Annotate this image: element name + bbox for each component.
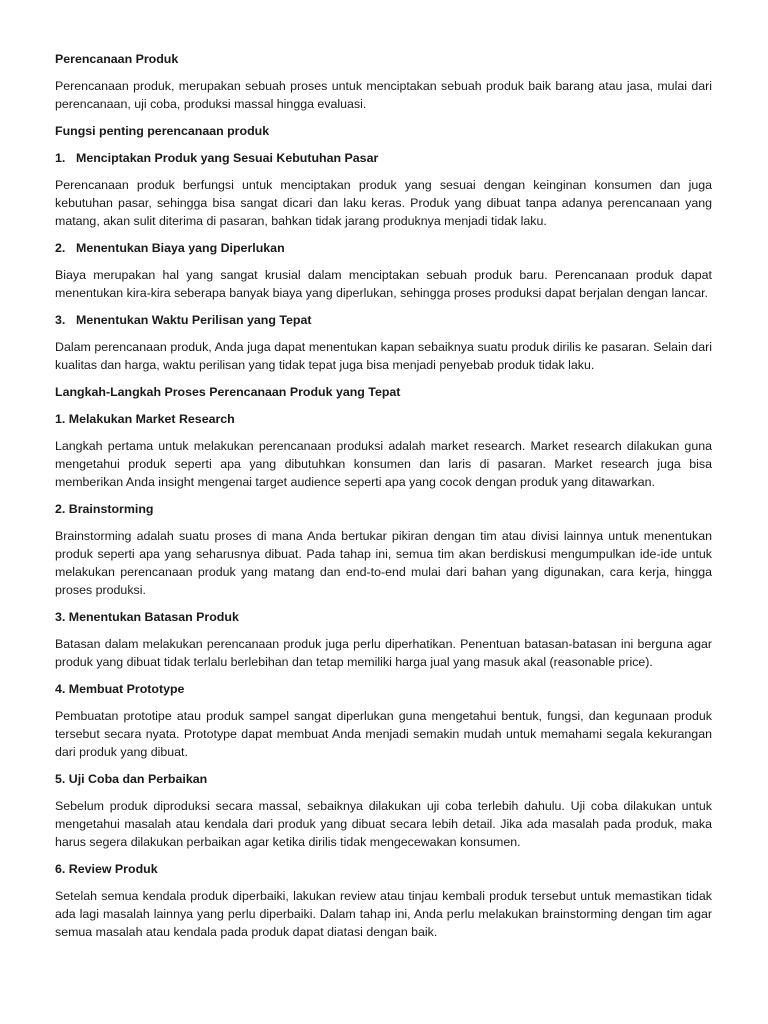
- step-5-body: Sebelum produk diproduksi secara massal, sebaiknya dilakukan uji coba terlebih dahulu. Uji coba dilakukan untuk mengetahui masalah atau kendala dari produk yang dibuat secara lebih detail. Jika ada masalah pada produk, maka harus segera dilakukan perbaikan agar ketika dirilis tidak mengecewakan konsumen.: [55, 799, 712, 849]
- fungsi-item-1-number: 1.: [55, 151, 66, 165]
- fungsi-item-1-heading: [55, 149, 712, 167]
- fungsi-item-3-number: 3.: [55, 313, 66, 327]
- document-title: Perencanaan Produk: [55, 52, 179, 66]
- intro-paragraph: Perencanaan produk, merupakan sebuah proses untuk menciptakan sebuah produk baik barang atau jasa, mulai dari perencanaan, uji coba, produksi massal hingga evaluasi.: [55, 79, 712, 111]
- langkah-heading: Langkah-Langkah Proses Perencanaan Produk yang Tepat: [55, 385, 401, 399]
- step-6-heading: 6. Review Produk: [55, 862, 158, 876]
- document-page: [55, 50, 712, 950]
- fungsi-item-1-body: Perencanaan produk berfungsi untuk menciptakan produk yang sesuai dengan keinginan konsumen dan juga kebutuhan pasar, sehingga bisa sangat dicari dan laku keras. Produk yang dibuat tanpa adanya perencanaan yang matang, akan sulit diterima di pasaran, bahkan tidak jarang produknya menjadi tidak laku.: [55, 178, 712, 228]
- fungsi-item-1-title: Menciptakan Produk yang Sesuai Kebutuhan Pasar: [76, 151, 379, 165]
- fungsi-item-2-number: 2.: [55, 241, 66, 255]
- step-5-heading: 5. Uji Coba dan Perbaikan: [55, 772, 208, 786]
- step-4-heading: 4. Membuat Prototype: [55, 682, 185, 696]
- step-2-heading: 2. Brainstorming: [55, 502, 154, 516]
- fungsi-item-3-heading: [55, 311, 712, 329]
- step-6-body: Setelah semua kendala produk diperbaiki, lakukan review atau tinjau kembali produk tersebut untuk memastikan tidak ada lagi masalah lainnya yang perlu diperbaiki. Dalam tahap ini, Anda perlu melakukan brainstorming dengan tim agar semua masalah atau kendala pada produk dapat diatasi dengan baik.: [55, 889, 712, 939]
- fungsi-heading: Fungsi penting perencanaan produk: [55, 124, 270, 138]
- step-1-body: Langkah pertama untuk melakukan perencanaan produksi adalah market research. Market research dilakukan guna mengetahui produk seperti apa yang dibutuhkan konsumen dan laris di pasaran. Market research juga bisa memberikan Anda insight mengenai target audience seperti apa yang cocok dengan produk yang ditawarkan.: [55, 439, 712, 489]
- step-1-heading: 1. Melakukan Market Research: [55, 412, 235, 426]
- step-2-body: Brainstorming adalah suatu proses di mana Anda bertukar pikiran dengan tim atau divisi lainnya untuk menentukan produk seperti apa yang seharusnya dibuat. Pada tahap ini, semua tim akan berdiskusi mengumpulkan ide-ide untuk melakukan perencanaan produk yang matang dan end-to-end mulai dari bahan yang digunakan, cara kerja, hingga proses produksi.: [55, 529, 712, 597]
- step-4-body: Pembuatan prototipe atau produk sampel sangat diperlukan guna mengetahui bentuk, fungsi, dan kegunaan produk tersebut secara nyata. Prototype dapat membuat Anda menjadi semakin mudah untuk memahami segala kekurangan dari produk yang dibuat.: [55, 709, 712, 759]
- fungsi-item-2-heading: [55, 239, 712, 257]
- fungsi-item-3-body: Dalam perencanaan produk, Anda juga dapat menentukan kapan sebaiknya suatu produk dirilis ke pasaran. Selain dari kualitas dan harga, waktu perilisan yang tidak tepat juga bisa menjadi penyebab produk tidak laku.: [55, 340, 712, 372]
- fungsi-item-2-body: Biaya merupakan hal yang sangat krusial dalam menciptakan sebuah produk baru. Perencanaan produk dapat menentukan kira-kira seberapa banyak biaya yang diperlukan, sehingga proses produksi dapat berjalan dengan lancar.: [55, 268, 712, 300]
- step-3-body: Batasan dalam melakukan perencanaan produk juga perlu diperhatikan. Penentuan batasan-batasan ini berguna agar produk yang dibuat tidak terlalu berlebihan dan tetap memiliki harga jual yang masuk akal (reasonable price).: [55, 637, 712, 669]
- fungsi-item-2-title: Menentukan Biaya yang Diperlukan: [76, 241, 285, 255]
- step-3-heading: 3. Menentukan Batasan Produk: [55, 610, 239, 624]
- fungsi-item-3-title: Menentukan Waktu Perilisan yang Tepat: [76, 313, 312, 327]
